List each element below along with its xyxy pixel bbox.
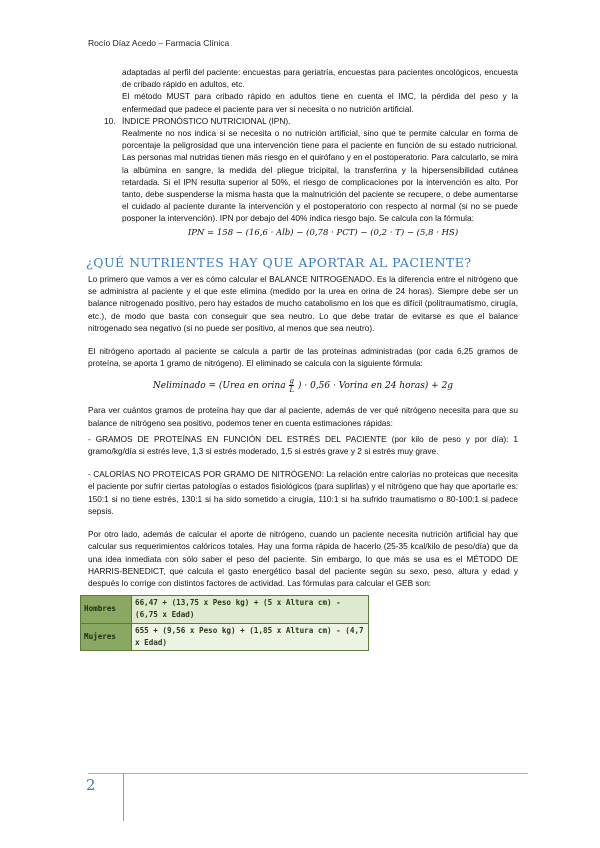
continued-item (88, 66, 518, 115)
row-label: Mujeres (81, 623, 132, 650)
paragraph-stress: - GRAMOS DE PROTEÍNAS EN FUNCIÓN DEL ESTRÉS DEL PACIENTE (por kilo de peso y por día): 1 gramo/kg/día si estrés leve, 1,3 si estrés moderado, 1,5 si estrés grave y 2 si estrés muy grave. (88, 433, 518, 457)
item-title: ÍNDICE PRONÓSTICO NUTRICIONAL (IPN). (122, 115, 291, 126)
paragraph-balance: Lo primero que vamos a ver es cómo calcular el BALANCE NITROGENADO. Es la diferencia entre el nitrógeno que se administra al paciente y el que este elimina (medido por la urea en orina de 24 horas). Siempre debe ser un balance nitrogenado positivo, pero hay estados de mucho catabolismo en los que es difícil (politraumatismo, cirugía, etc.), de modo que basta con conseguir que sea neutro. Lo que debe tratar de evitarse es que el balance nitrogenado sea negativo (si no puede ser positivo, al menos que sea neutro). (88, 274, 518, 333)
ipn-formula: IPN = 158 − (16,6 · Alb) − (0,78 · PCT) − (0,2 · T) − (5,8 · HS) (187, 227, 459, 238)
harris-benedict-table (80, 595, 369, 651)
page-content (84, 66, 518, 651)
ipn-description: Realmente no nos indica si se necesita o no nutrición artificial, sino que te permite calcular en forma de porcentaje la peligrosidad que una intervención tiene para el paciente en función de su estado nutricional. Las personas mal nutridas tienen más riesgo en el quirófano y en el postoperatorio. Para calcularlo, se mira la albúmina en sangre, la medida del pliegue tricipital, la transferrina y la hipersensibilidad cutánea retardada. Si el IPN resulta superior al 50%, el riesgo de complicaciones por la intervención es alto. Por tanto, debe suspenderse la misma hasta que la malnutrición del paciente se recupere, o debe aumentarse el cuidado al paciente durante la intervención y el postoperatorio con respecto al normal (si no se puede posponer la intervención). IPN por debajo del 40% indica riesgo bajo. Se calcula con la fórmula: (122, 128, 518, 224)
paragraph-calories: - CALORÍAS NO PROTEICAS POR GRAMO DE NITRÓGENO: La relación entre calorías no proteicas que necesita el paciente por sufrir ciertas patologías o estados fisiológicos (para suplirlas) y el nitrógeno que hay que aportarle es: 150:1 si no tiene estrés, 130:1 si ha sido sometido a cirugía, 110:1 si ha sufrido traumatismo o 80-100:1 si padece sepsis. (88, 469, 518, 516)
nitrogen-formula (88, 377, 518, 394)
row-label: Hombres (81, 596, 132, 623)
formula-fraction (289, 377, 294, 394)
table-row (81, 596, 369, 623)
page-header: Rocío Díaz Acedo – Farmacia Clínica (88, 38, 230, 48)
paragraph-nitrogen: El nitrógeno aportado al paciente se calcula a partir de las proteínas administradas (por cada 6,25 gramos de proteína, se aporta 1 gramo de nitrógeno). El eliminado se calcula con la siguiente fórmula: (88, 346, 518, 369)
item-number: 10. (104, 115, 116, 126)
list-item-10 (88, 115, 518, 127)
fraction-numerator: g (289, 377, 295, 386)
footer-vertical-bar (123, 773, 124, 821)
paragraph-harris: Por otro lado, además de calcular el aporte de nitrógeno, cuando un paciente necesita nutrición artificial hay que calcular sus requerimientos calóricos totales. Hay una forma rápida de hacerlo (25-35 kcal/kilo de peso/día) que da una idea inmediata con sólo saber el peso del paciente. Sin embargo, lo que más se usa es el MÉTODO DE HARRIS-BENEDICT, que calcula el gasto energético basal del paciente según su sexo, peso, altura y edad y después lo corrige con distintos factores de actividad. Las fórmulas para calcular el GEB son: (88, 529, 518, 588)
page-number: 2 (86, 776, 96, 794)
continued-line: adaptadas al perfil del paciente: encuestas para geriatría, encuestas para pacientes oncológicos, encuesta de cribado rápido en adultos, etc. (122, 67, 518, 90)
footer-divider (88, 773, 528, 774)
fraction-denominator: L (289, 386, 295, 395)
formula-left: Neliminado = (Urea en orina (152, 381, 286, 392)
table-row (81, 623, 369, 650)
paragraph-protein: Para ver cuántos gramos de proteína hay que dar al paciente, además de ver qué nitrógeno necesita para que su balance de nitrógeno sea positivo, podemos tener en cuenta estimaciones rápidas: (88, 405, 518, 428)
formula-right: ) · 0,56 · Vorina en 24 horas) + 2g (298, 381, 454, 392)
section-heading: ¿QUÉ NUTRIENTES HAY QUE APORTAR AL PACIENTE? (86, 254, 472, 270)
row-value: 66,47 + (13,75 x Peso kg) + (5 x Altura cm) - (6,75 x Edad) (132, 596, 369, 623)
item-10-body (88, 127, 518, 225)
must-method-text: El método MUST para cribado rápido en adultos tiene en cuenta el IMC, la pérdida del peso y la enfermedad que padece el paciente para ver si necesita o no nutrición artificial. (122, 91, 518, 114)
row-value: 655 + (9,56 x Peso kg) + (1,85 x Altura cm) - (4,7 x Edad) (132, 623, 369, 650)
